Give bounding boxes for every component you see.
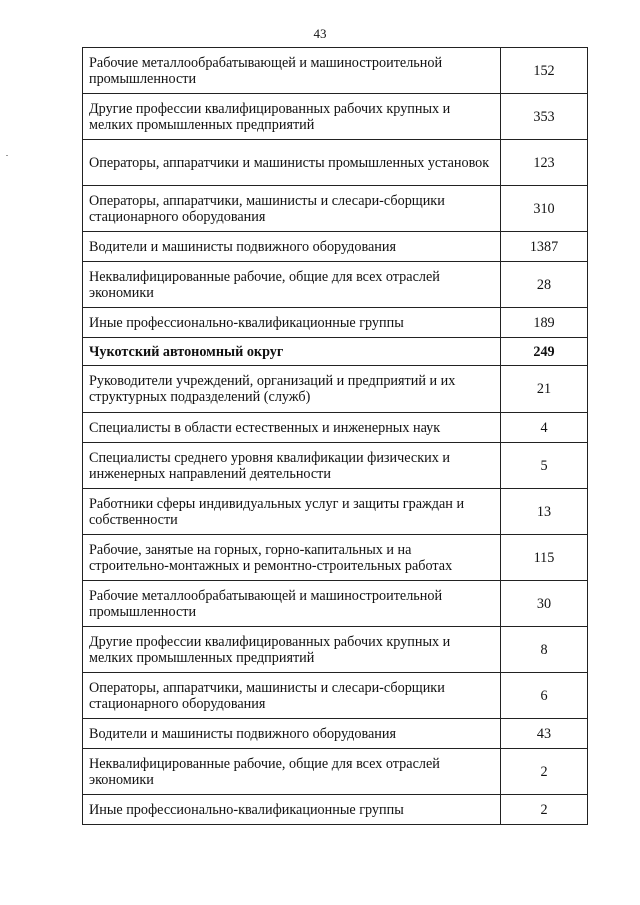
count-value: 1387 [501, 232, 588, 262]
count-value: 13 [501, 489, 588, 535]
table-row [83, 719, 588, 749]
count-value: 21 [501, 366, 588, 413]
occupation-group-label: Рабочие металлообрабатывающей и машиностроительной промышленности [83, 581, 501, 627]
occupation-group-label: Другие профессии квалифицированных рабочих крупных и мелких промышленных предприятий [83, 627, 501, 673]
occupation-group-label: Операторы, аппаратчики и машинисты промышленных установок [83, 140, 501, 186]
table-row [83, 795, 588, 825]
table-row [83, 489, 588, 535]
count-value: 2 [501, 795, 588, 825]
table-row [83, 262, 588, 308]
occupation-group-label: Рабочие металлообрабатывающей и машиностроительной промышленности [83, 48, 501, 94]
count-value: 4 [501, 413, 588, 443]
count-value: 6 [501, 673, 588, 719]
table-row [83, 308, 588, 338]
count-value: 30 [501, 581, 588, 627]
occupations-table [82, 47, 588, 825]
occupation-group-label: Водители и машинисты подвижного оборудования [83, 719, 501, 749]
count-value: 353 [501, 94, 588, 140]
occupation-group-label: Водители и машинисты подвижного оборудования [83, 232, 501, 262]
count-value: 310 [501, 186, 588, 232]
table-row [83, 749, 588, 795]
count-value: 43 [501, 719, 588, 749]
occupation-group-label: Иные профессионально-квалификационные группы [83, 795, 501, 825]
occupation-group-label: Неквалифицированные рабочие, общие для всех отраслей экономики [83, 262, 501, 308]
occupation-group-label: Иные профессионально-квалификационные группы [83, 308, 501, 338]
occupation-group-label: Работники сферы индивидуальных услуг и защиты граждан и собственности [83, 489, 501, 535]
count-value: 249 [501, 338, 588, 366]
occupation-group-label: Рабочие, занятые на горных, горно-капитальных и на строительно-монтажных и ремонтно-строительных работах [83, 535, 501, 581]
count-value: 8 [501, 627, 588, 673]
table-row [83, 140, 588, 186]
count-value: 189 [501, 308, 588, 338]
table-row [83, 186, 588, 232]
count-value: 28 [501, 262, 588, 308]
occupation-group-label: Операторы, аппаратчики, машинисты и слесари-сборщики стационарного оборудования [83, 186, 501, 232]
count-value: 5 [501, 443, 588, 489]
table-row-region-total [83, 338, 588, 366]
table-row [83, 443, 588, 489]
table-row [83, 366, 588, 413]
table-row [83, 232, 588, 262]
table-row [83, 581, 588, 627]
count-value: 123 [501, 140, 588, 186]
occupation-group-label: Руководители учреждений, организаций и предприятий и их структурных подразделений (служб) [83, 366, 501, 413]
occupation-group-label: Неквалифицированные рабочие, общие для всех отраслей экономики [83, 749, 501, 795]
count-value: 152 [501, 48, 588, 94]
table-row [83, 48, 588, 94]
table-row [83, 673, 588, 719]
count-value: 2 [501, 749, 588, 795]
occupation-group-label: Специалисты среднего уровня квалификации физических и инженерных направлений деятельности [83, 443, 501, 489]
occupation-group-label: Чукотский автономный округ [83, 338, 501, 366]
occupation-group-label: Операторы, аппаратчики, машинисты и слесари-сборщики стационарного оборудования [83, 673, 501, 719]
count-value: 115 [501, 535, 588, 581]
table-row [83, 627, 588, 673]
occupation-group-label: Специалисты в области естественных и инженерных наук [83, 413, 501, 443]
page-number: 43 [313, 26, 327, 41]
occupation-group-label: Другие профессии квалифицированных рабочих крупных и мелких промышленных предприятий [83, 94, 501, 140]
table-row [83, 413, 588, 443]
table-row [83, 94, 588, 140]
table-row [83, 535, 588, 581]
scan-mark [6, 155, 8, 156]
